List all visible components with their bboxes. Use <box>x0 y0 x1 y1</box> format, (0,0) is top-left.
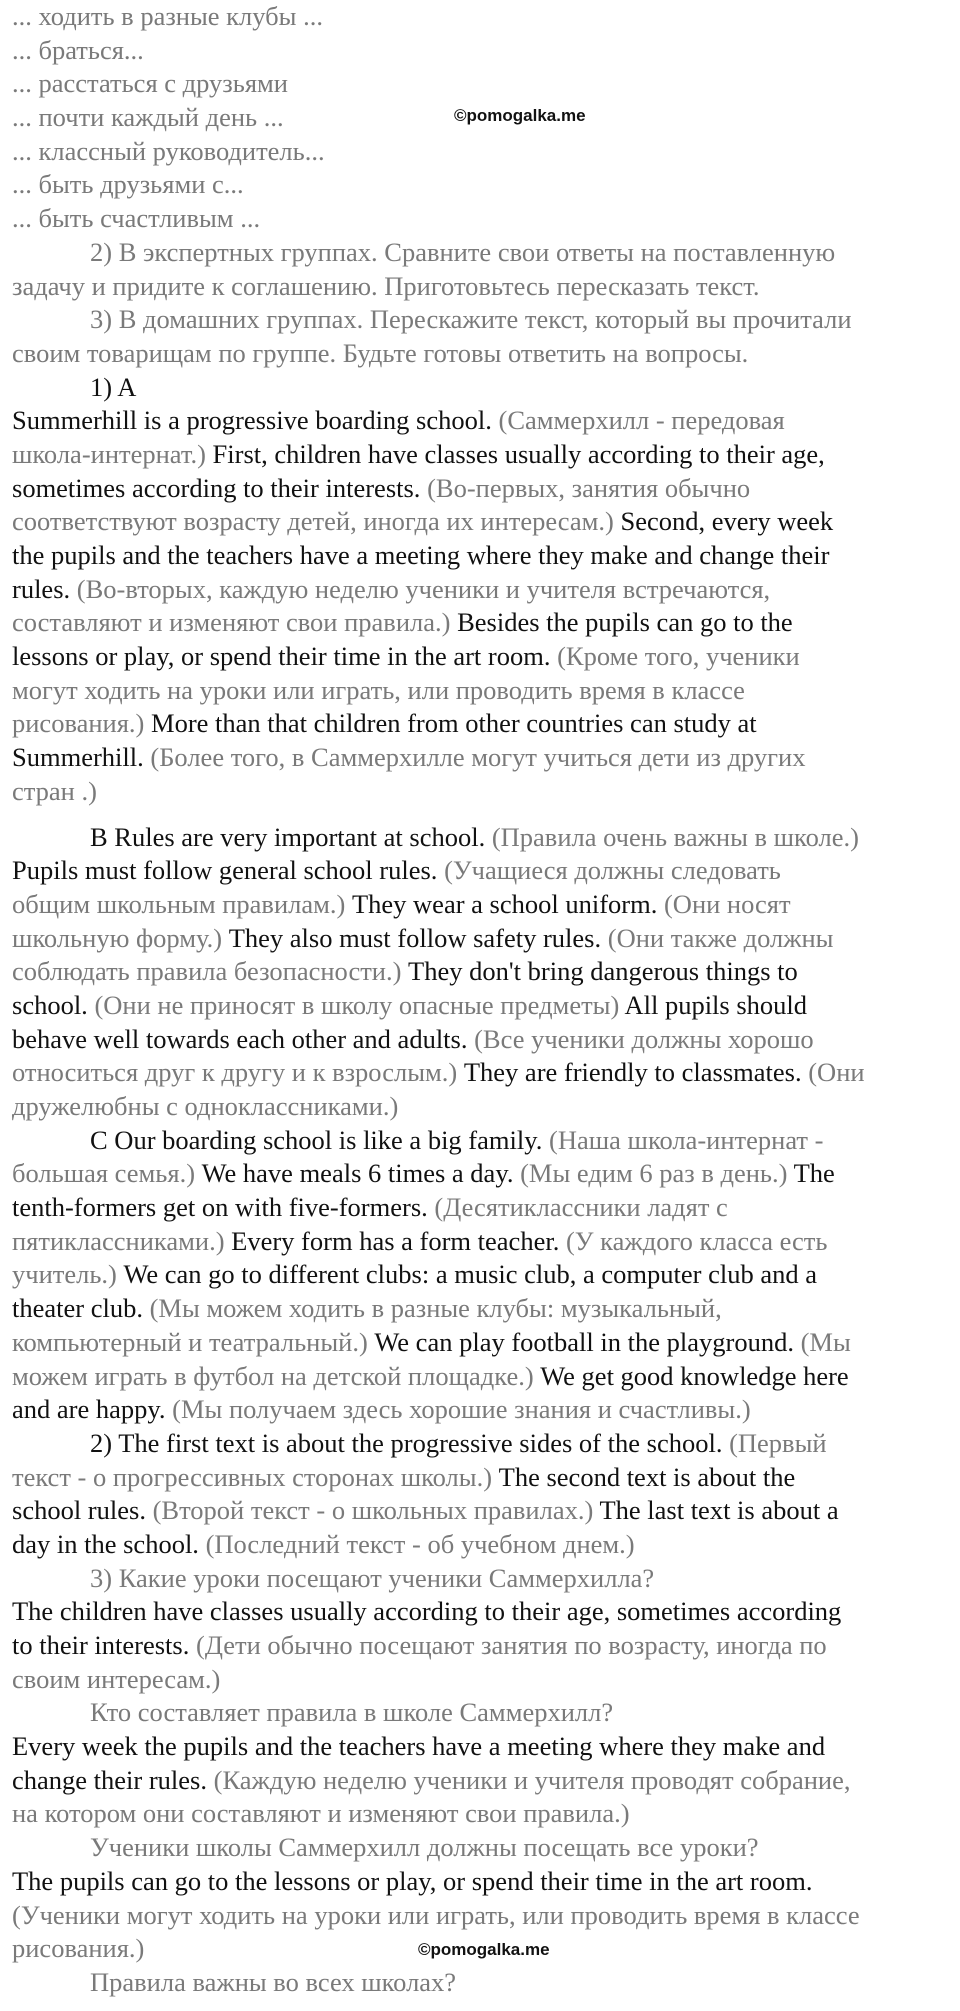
text-c-line <box>12 1124 956 1158</box>
list-item: ... быть счастливым ... <box>12 203 261 234</box>
russian-translation: (Каждую неделю ученики и учителя проводят собрание, <box>207 1764 851 1795</box>
text-b-line <box>12 955 956 989</box>
question-2: Кто составляет правила в школе Саммерхилл? <box>90 1697 614 1728</box>
answer-1-label: 1) A <box>90 371 137 402</box>
text-a-line <box>12 573 956 607</box>
russian-translation: (Они не приносят в школу опасные предметы) <box>87 989 620 1020</box>
text-c-line <box>12 1258 956 1292</box>
english-text: Second, every week <box>613 506 834 537</box>
english-text: 2) The first text is about the progressive sides of the school. <box>90 1427 723 1458</box>
english-text: We can play football in the playground. <box>367 1326 794 1357</box>
russian-translation: можем играть в футбол на детской площадке.) <box>12 1360 534 1391</box>
russian-translation: (Более того, в Саммерхилле могут учиться дети из других <box>143 742 806 773</box>
russian-translation: относиться друг к другу и к взрослым.) <box>12 1057 458 1088</box>
english-text: The second text is about the <box>492 1461 796 1492</box>
russian-translation: (Мы <box>793 1326 851 1357</box>
english-text: lessons or play, or spend their time in the art room. <box>12 641 551 672</box>
text-b-line <box>12 854 956 888</box>
text-c-line <box>12 1191 956 1225</box>
russian-translation: школьную форму.) <box>12 922 223 953</box>
english-text: They don't bring dangerous things to <box>401 956 798 987</box>
english-text: C Our boarding school is like a big family. <box>90 1124 543 1155</box>
task-2-line: задачу и придите к соглашению. Приготовьтесь пересказать текст. <box>12 270 760 301</box>
english-text: More than that children from other countries can study at <box>144 708 757 739</box>
text-a-line <box>12 640 956 674</box>
russian-translation: рисования.) <box>12 708 145 739</box>
text-a-line <box>12 606 956 640</box>
russian-translation: соответствуют возрасту детей, иногда их интересам.) <box>12 506 614 537</box>
russian-translation: пятиклассниками.) <box>12 1225 225 1256</box>
english-text: They also must follow safety rules. <box>222 922 602 953</box>
english-text: Besides the pupils can go to the <box>450 607 793 638</box>
english-text: change their rules. <box>12 1764 207 1795</box>
russian-translation: соблюдать правила безопасности.) <box>12 956 402 987</box>
english-text: the pupils and the teachers have a meeting where they make and change their <box>12 540 830 570</box>
russian-translation: составляют и изменяют свои правила.) <box>12 607 451 638</box>
list-item: ... быть друзьями с... <box>12 169 244 200</box>
text-a-line <box>12 404 956 438</box>
text-b-line <box>12 989 956 1023</box>
russian-translation: (Саммерхилл - передовая <box>491 405 785 436</box>
answer-line <box>12 1764 956 1798</box>
answer-line: Every week the pupils and the teachers have a meeting where they make and <box>12 1731 826 1762</box>
text-c-line <box>12 1326 956 1360</box>
english-text: tenth-formers get on with five-formers. <box>12 1192 428 1223</box>
task-2-line: 2) В экспертных группах. Сравните свои ответы на поставленную <box>90 236 836 267</box>
task-3-line: 3) В домашних группах. Перескажите текст, который вы прочитали <box>90 304 852 335</box>
english-text: The last text is about a <box>593 1495 839 1526</box>
text-b-line <box>12 922 956 956</box>
russian-translation: (У каждого класса есть <box>559 1225 828 1256</box>
answer-line: (Ученики могут ходить на уроки или играть, или проводить время в классе <box>12 1899 860 1930</box>
english-text: We can go to different clubs: a music club, a computer club and a <box>116 1259 818 1290</box>
list-item: ... браться... <box>12 34 144 65</box>
russian-translation: текст - о прогрессивных сторонах школы.) <box>12 1461 493 1492</box>
english-text: Summerhill is a progressive boarding school. <box>12 405 492 436</box>
paragraph-gap <box>12 809 956 821</box>
answer-2-line <box>12 1427 956 1461</box>
russian-translation: большая семья.) <box>12 1158 196 1189</box>
english-text: All pupils should <box>619 989 808 1020</box>
list-item: ... расстаться с друзьями <box>12 68 288 99</box>
english-text: sometimes according to their interests. <box>12 472 421 503</box>
text-a-line <box>12 505 956 539</box>
english-text: day in the school. <box>12 1528 199 1559</box>
answer-2-line <box>12 1461 956 1495</box>
english-text: B Rules are very important at school. <box>90 821 486 852</box>
russian-translation: (Мы получаем здесь хорошие знания и счастливы.) <box>165 1394 751 1425</box>
watermark: ©pomogalka.me <box>418 1940 550 1959</box>
text-a-line: могут ходить на уроки или играть, или проводить время в классе <box>12 674 745 705</box>
text-b-line <box>12 1023 956 1057</box>
text-c-line <box>12 1360 956 1394</box>
russian-translation: (Они носят <box>657 888 791 919</box>
answer-line: The pupils can go to the lessons or play, or spend their time in the art room. <box>12 1865 813 1896</box>
russian-translation: (Первый <box>722 1427 827 1458</box>
english-text: We get good knowledge here <box>533 1360 849 1391</box>
text-a-line <box>12 707 956 741</box>
english-text: Summerhill. <box>12 742 144 773</box>
russian-translation: учитель.) <box>12 1259 117 1290</box>
russian-translation: (Учащиеся должны следовать <box>437 855 781 886</box>
russian-translation: (Последний текст - об учебном днем.) <box>198 1528 635 1559</box>
russian-translation: (Мы едим 6 раз в день.) <box>513 1158 788 1189</box>
watermark: ©pomogalka.me <box>454 106 586 125</box>
english-text: We have meals 6 times a day. <box>195 1158 514 1189</box>
text-b-line: дружелюбны с одноклассниками.) <box>12 1091 399 1121</box>
english-text: and are happy. <box>12 1394 166 1425</box>
russian-translation: (Во-первых, занятия обычно <box>420 472 751 503</box>
russian-translation: (Десятиклассники ладят с <box>427 1192 728 1223</box>
text-c-line <box>12 1292 956 1326</box>
text-c-line <box>12 1225 956 1259</box>
text-c-line <box>12 1393 956 1427</box>
answer-line: на котором они составляют и изменяют свои правила.) <box>12 1798 630 1829</box>
english-text: They are friendly to classmates. <box>457 1057 802 1088</box>
text-b-line <box>12 1056 956 1090</box>
list-item: ... ходить в разные клубы ... <box>12 1 323 31</box>
russian-translation: (Все ученики должны хорошо <box>467 1023 814 1054</box>
russian-translation: (Наша школа-интернат - <box>542 1124 824 1155</box>
answer-2-line <box>12 1528 956 1562</box>
russian-translation: компьютерный и театральный.) <box>12 1326 368 1357</box>
text-a-line <box>12 539 956 573</box>
task-3-line: своим товарищам по группе. Будьте готовы ответить на вопросы. <box>12 337 749 368</box>
russian-translation: (Второй текст - о школьных правилах.) <box>145 1495 594 1526</box>
russian-translation: (Во-вторых, каждую неделю ученики и учителя встречаются, <box>70 573 771 604</box>
russian-translation: школа-интернат.) <box>12 438 206 469</box>
list-item: ... классный руководитель... <box>12 135 325 166</box>
answer-line: рисования.) <box>12 1933 145 1964</box>
english-text: school rules. <box>12 1495 146 1526</box>
english-text: behave well towards each other and adults. <box>12 1023 468 1054</box>
russian-translation: (Они также должны <box>601 922 834 953</box>
russian-translation: (Дети обычно посещают занятия по возрасту, иногда по <box>189 1630 827 1660</box>
text-a-line <box>12 741 956 775</box>
question-1: 3) Какие уроки посещают ученики Саммерхилла? <box>90 1562 655 1593</box>
text-b-line <box>12 888 956 922</box>
answer-2-line <box>12 1494 956 1528</box>
text-a-line <box>12 472 956 506</box>
russian-translation: (Они <box>801 1057 865 1088</box>
english-text: The <box>787 1158 835 1189</box>
text-a-line: стран .) <box>12 775 97 806</box>
russian-translation: (Правила очень важны в школе.) <box>485 821 859 852</box>
russian-translation: общим школьным правилам.) <box>12 888 346 919</box>
english-text: They wear a school uniform. <box>345 888 658 919</box>
answer-line: The children have classes usually according to their age, sometimes according <box>12 1596 842 1627</box>
english-text: First, children have classes usually according to their age, <box>205 438 825 469</box>
answer-line <box>12 1629 956 1663</box>
english-text: to their interests. <box>12 1630 190 1660</box>
russian-translation: (Мы можем ходить в разные клубы: музыкальный, <box>142 1293 722 1324</box>
russian-translation: (Кроме того, ученики <box>550 641 800 672</box>
english-text: Every form has a form teacher. <box>224 1225 560 1256</box>
question-3: Ученики школы Саммерхилл должны посещать все уроки? <box>90 1832 759 1863</box>
answer-line: своим интересам.) <box>12 1663 221 1694</box>
document-page <box>12 0 956 2000</box>
english-text: theater club. <box>12 1293 143 1324</box>
text-a-line <box>12 438 956 472</box>
english-text: Pupils must follow general school rules. <box>12 855 438 886</box>
question-4: Правила важны во всех школах? <box>90 1966 457 1997</box>
english-text: school. <box>12 989 88 1020</box>
text-c-line <box>12 1157 956 1191</box>
list-item: ... почти каждый день ... <box>12 102 284 133</box>
text-b-line <box>12 821 956 855</box>
english-text: rules. <box>12 573 71 604</box>
